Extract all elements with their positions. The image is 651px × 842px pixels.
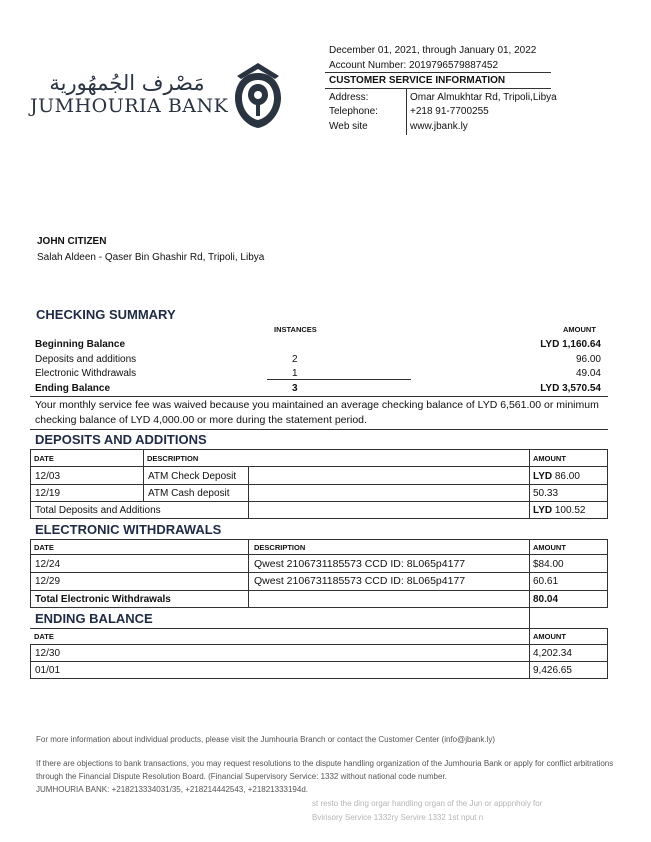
withdrawal-date: 12/29 <box>35 576 61 587</box>
bank-name-english: JUMHOURIA BANK <box>30 95 229 117</box>
withdrawal-amount: $84.00 <box>533 559 564 570</box>
table-border <box>248 466 249 518</box>
deposit-description: ATM Cash deposit <box>148 488 230 499</box>
table-rule <box>30 554 608 555</box>
deposit-description: ATM Check Deposit <box>148 471 237 482</box>
summary-row-label: Electronic Withdrawals <box>35 368 137 379</box>
table-border <box>30 644 31 678</box>
date-header: DATE <box>34 454 54 463</box>
ending-balance-amount: 9,426.65 <box>533 665 572 676</box>
footer-faded-text: st resto the ding orgar handling organ of the Jun or apppnhoiy for <box>312 799 543 808</box>
amount-header: AMOUNT <box>533 543 566 552</box>
summary-row-label: Beginning Balance <box>35 339 126 350</box>
table-rule <box>30 661 608 662</box>
customer-service-title: CUSTOMER SERVICE INFORMATION <box>329 75 506 86</box>
summary-row-label: Deposits and additions <box>35 354 137 365</box>
table-rule <box>30 484 608 485</box>
summary-row-instances: 3 <box>292 383 298 394</box>
date-header: DATE <box>34 543 54 552</box>
address-value: Omar Almukhtar Rd, Tripoli,Libya <box>410 92 557 103</box>
amount-header: AMOUNT <box>533 632 566 641</box>
bank-logo-icon <box>231 60 285 130</box>
amount-header: AMOUNT <box>563 325 596 334</box>
summary-row-amount: LYD 3,570.54 <box>540 383 601 394</box>
ending-balance-amount: 4,202.34 <box>533 648 572 659</box>
customer-name: JOHN CITIZEN <box>37 236 107 247</box>
table-rule <box>30 590 608 591</box>
address-label: Address: <box>329 92 369 103</box>
service-fee-note: Your monthly service fee was waived because you maintained an average checking balance of LYD 6,561.00 or minimum checking balance of LYD 4,000.00 or more during the statement period. <box>35 399 599 426</box>
summary-rule <box>30 396 608 397</box>
deposits-total-label: Total Deposits and Additions <box>35 505 161 516</box>
table-rule <box>30 678 608 679</box>
checking-summary-title: CHECKING SUMMARY <box>36 307 176 322</box>
column-divider <box>406 89 407 135</box>
withdrawals-title: ELECTRONIC WITHDRAWALS <box>35 522 222 537</box>
table-rule <box>30 644 608 645</box>
footer-info: For more information about individual products, please visit the Jumhouria Branch or contact the Customer Center (info@jbank.ly) <box>36 735 496 744</box>
website-value: www.jbank.ly <box>410 121 468 132</box>
withdrawal-description: Qwest 2106731185573 CCD ID: 8L065p4177 <box>254 558 466 570</box>
summary-row-instances: 1 <box>292 368 298 379</box>
withdrawal-description: Qwest 2106731185573 CCD ID: 8L065p4177 <box>254 575 466 587</box>
deposits-total-amount: LYD 100.52 <box>533 505 586 516</box>
account-number: Account Number: 2019796579887452 <box>329 60 499 71</box>
bank-name-arabic: مَصْرف الجُمهُورية <box>49 71 205 95</box>
withdrawals-total-amount: 80.04 <box>533 594 559 605</box>
header-rule <box>325 88 551 89</box>
telephone-value: +218 91-7700255 <box>410 106 489 117</box>
footer-contacts: JUMHOURIA BANK: +218213334031/35, +218214442543, +21821333194d. <box>36 785 308 794</box>
table-border <box>607 449 608 518</box>
summary-divider <box>267 379 411 380</box>
table-border <box>529 607 530 678</box>
footer-dispute-paragraph: If there are objections to bank transactions, you may request resolutions to the dispute handling organization of the Jumhouria Bank or apply for conflict arbitrations through the Financial Dispute Resolution Board. (Financial Supervisory Service: 1332 without national code number. <box>36 759 614 781</box>
summary-row-amount: 96.00 <box>575 354 601 365</box>
customer-address: Salah Aldeen - Qaser Bin Ghashir Rd, Tripoli, Libya <box>37 252 265 263</box>
deposits-title: DEPOSITS AND ADDITIONS <box>35 432 207 447</box>
header-rule <box>325 72 551 73</box>
table-rule <box>30 518 608 519</box>
withdrawal-amount: 60.61 <box>533 576 559 587</box>
statement-period: December 01, 2021, through January 01, 2022 <box>329 45 537 56</box>
amount-header: AMOUNT <box>533 454 566 463</box>
deposit-date: 12/19 <box>35 488 61 499</box>
date-header: DATE <box>34 632 54 641</box>
table-rule <box>30 539 608 540</box>
description-header: DESCRIPTION <box>254 543 306 552</box>
table-rule <box>30 466 608 467</box>
description-header: DESCRIPTION <box>147 454 199 463</box>
deposit-date: 12/03 <box>35 471 61 482</box>
table-border <box>143 449 144 501</box>
withdrawals-total-label: Total Electronic Withdrawals <box>35 594 171 605</box>
table-rule <box>30 628 608 629</box>
section-rule <box>30 429 608 430</box>
telephone-label: Telephone: <box>329 106 378 117</box>
ending-balance-date: 12/30 <box>35 648 61 659</box>
summary-row-amount: LYD 1,160.64 <box>540 339 601 350</box>
table-rule <box>30 572 608 573</box>
table-border <box>607 539 608 607</box>
table-rule <box>30 501 608 502</box>
summary-row-label: Ending Balance <box>35 383 111 394</box>
ending-balance-title: ENDING BALANCE <box>35 611 153 626</box>
table-border <box>529 449 530 518</box>
table-border <box>248 539 249 607</box>
table-border <box>30 449 31 518</box>
table-border <box>30 539 31 607</box>
table-border <box>607 628 608 678</box>
table-rule <box>30 607 608 608</box>
ending-balance-date: 01/01 <box>35 665 61 676</box>
table-rule <box>30 449 608 450</box>
website-label: Web site <box>329 121 368 132</box>
table-border <box>529 539 530 607</box>
deposit-amount: 50.33 <box>533 488 559 499</box>
instances-header: INSTANCES <box>274 325 317 334</box>
summary-row-amount: 49.04 <box>575 368 601 379</box>
footer-faded-text: Bvirisory Service 1332ry Servire 1332 1st nput n <box>312 813 484 822</box>
summary-row-instances: 2 <box>292 354 298 365</box>
deposit-amount: LYD 86.00 <box>533 471 580 482</box>
withdrawal-date: 12/24 <box>35 559 61 570</box>
